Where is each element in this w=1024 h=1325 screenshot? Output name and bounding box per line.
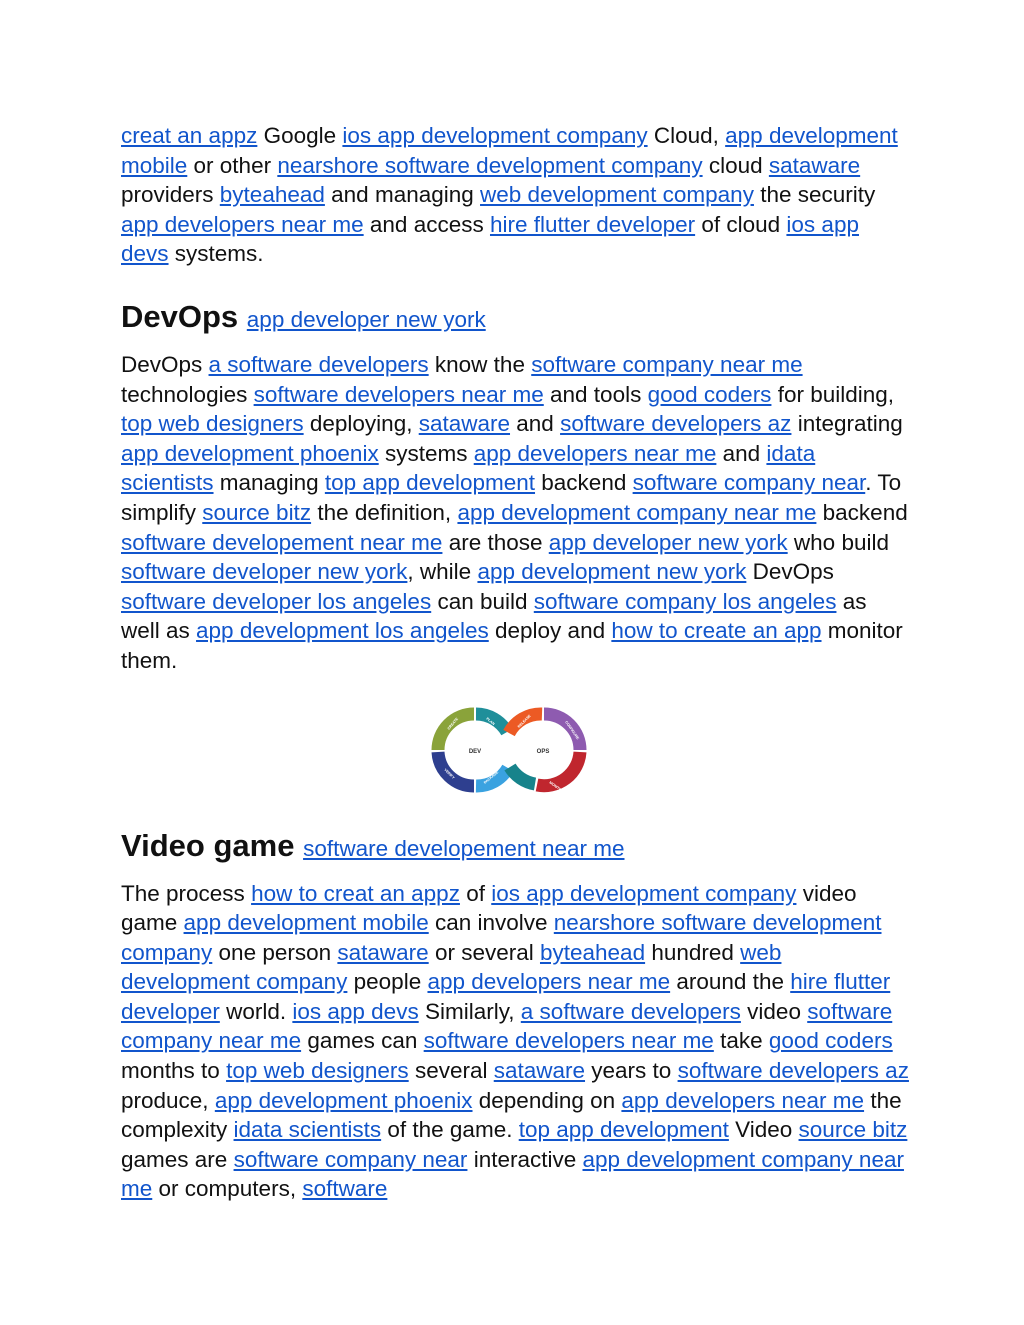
body-text: the definition, — [311, 499, 458, 525]
inline-link[interactable]: app development new york — [477, 559, 747, 585]
verify-segment-label: VERIFY — [443, 767, 456, 780]
inline-link[interactable]: how to create an app — [611, 618, 822, 644]
body-text: can involve — [428, 910, 554, 936]
create-segment-label: CREATE — [446, 716, 460, 731]
ops-return-segment — [510, 767, 535, 784]
body-text: of — [459, 880, 492, 906]
body-text: world. — [219, 998, 293, 1024]
inline-link[interactable]: idata scientists — [121, 440, 816, 496]
body-text: interactive — [467, 1146, 583, 1172]
devops-paragraph — [121, 350, 911, 676]
body-text: the complexity — [121, 1087, 902, 1143]
body-text: or computers, — [152, 1176, 303, 1202]
inline-link[interactable]: a software developers — [208, 351, 429, 377]
body-text: video — [740, 998, 808, 1024]
inline-link[interactable]: ios app development company — [491, 880, 797, 906]
inline-link[interactable]: top app development — [518, 1117, 729, 1143]
inline-link[interactable]: top app development — [324, 470, 536, 496]
inline-link[interactable]: source bitz — [798, 1117, 908, 1143]
inline-link[interactable]: sataware — [493, 1058, 586, 1084]
devops-heading — [121, 299, 911, 338]
inline-link[interactable]: software developement near me — [121, 529, 443, 555]
inline-link[interactable]: app development mobile — [183, 910, 429, 936]
inline-link[interactable]: good coders — [647, 381, 772, 407]
dev-center-label: DEV — [468, 748, 482, 755]
body-text: cloud — [702, 152, 769, 178]
inline-link[interactable]: ios app devs — [292, 998, 419, 1024]
configure-segment-label: CONFIGURE — [564, 719, 580, 740]
inline-link[interactable]: web development company — [121, 939, 782, 995]
body-text: providers — [121, 182, 220, 208]
body-text: and — [510, 411, 561, 437]
dev-verify-segment — [438, 752, 474, 786]
inline-link[interactable]: idata scientists — [233, 1117, 382, 1143]
body-text: Video — [728, 1117, 799, 1143]
body-text: deploy and — [488, 618, 612, 644]
body-text: people — [347, 969, 428, 995]
inline-link[interactable]: software company near — [632, 470, 866, 496]
inline-link[interactable]: ios app development company — [342, 123, 648, 148]
ops-center-label: OPS — [536, 748, 550, 755]
inline-link[interactable]: app developer new york — [548, 529, 788, 555]
body-text: of cloud — [695, 211, 787, 237]
inline-link[interactable]: sataware — [768, 152, 861, 178]
video-game-heading-link[interactable]: software developement near me — [303, 835, 625, 861]
inline-link[interactable]: software — [302, 1176, 388, 1202]
intro-paragraph — [121, 121, 911, 269]
body-text: or other — [187, 152, 278, 178]
devops-infinity-diagram — [121, 704, 911, 804]
inline-link[interactable]: software developers az — [560, 411, 792, 437]
inline-link[interactable]: ios app devs — [121, 211, 859, 267]
body-text: for building, — [771, 381, 895, 407]
body-text: one person — [212, 939, 338, 965]
body-text: produce, — [121, 1087, 215, 1113]
inline-link[interactable]: software developers near me — [253, 381, 544, 407]
inline-link[interactable]: how to creat an appz — [251, 880, 460, 906]
body-text: technologies — [121, 381, 254, 407]
inline-link[interactable]: software developers near me — [423, 1028, 714, 1054]
body-text: DevOps — [746, 559, 834, 585]
inline-link[interactable]: software company near — [233, 1146, 468, 1172]
devops-heading-link[interactable]: app developer new york — [246, 306, 486, 332]
inline-link[interactable]: sataware — [418, 411, 511, 437]
body-text: depending on — [472, 1087, 622, 1113]
release-segment-label: RELEASE — [516, 713, 532, 729]
body-text: . To simplify — [121, 470, 902, 525]
body-text: and tools — [543, 381, 648, 407]
body-text: games can — [301, 1028, 424, 1054]
inline-link[interactable]: a software developers — [520, 998, 741, 1024]
inline-link[interactable]: app development phoenix — [121, 440, 379, 466]
devops-loop-graphic — [427, 704, 591, 798]
video-game-heading — [121, 828, 911, 867]
body-text: systems. — [168, 241, 264, 267]
inline-link[interactable]: software company near me — [531, 351, 803, 377]
body-text: of the game. — [381, 1117, 519, 1143]
body-text: several — [408, 1058, 494, 1084]
inline-link[interactable]: source bitz — [202, 499, 312, 525]
ops-monitor-segment — [537, 752, 580, 786]
body-text: around the — [670, 969, 791, 995]
body-text: know the — [428, 351, 532, 377]
body-text: are those — [442, 529, 549, 555]
inline-link[interactable]: software developer new york — [121, 559, 408, 585]
inline-link[interactable]: app development los angeles — [196, 618, 489, 644]
inline-link[interactable]: byteahead — [219, 182, 325, 208]
body-text: and access — [363, 211, 490, 237]
body-text: take — [713, 1028, 769, 1054]
inline-link[interactable]: app developers near me — [427, 969, 671, 995]
inline-link[interactable]: good coders — [768, 1028, 893, 1054]
body-text: systems — [378, 440, 474, 466]
inline-link[interactable]: software company near me — [121, 998, 893, 1054]
plan-segment-label: PLAN — [485, 716, 496, 726]
body-text: video game — [121, 880, 857, 936]
body-text: games are — [121, 1146, 234, 1172]
inline-link[interactable]: sataware — [337, 939, 429, 965]
body-text: as well as — [121, 588, 867, 644]
body-text: the security — [753, 182, 876, 208]
inline-link[interactable]: app development company near me — [457, 499, 817, 525]
inline-link[interactable]: software developer los angeles — [121, 588, 432, 614]
body-text: managing — [213, 470, 325, 496]
inline-link[interactable]: nearshore software development company — [121, 910, 882, 965]
body-text: backend — [816, 499, 908, 525]
devops-heading-text: DevOps — [121, 298, 239, 334]
inline-link[interactable]: top web designers — [121, 411, 304, 437]
inline-link[interactable]: nearshore software development company — [277, 152, 703, 178]
body-text: backend — [535, 470, 633, 496]
inline-link[interactable]: app developers near me — [473, 440, 717, 466]
inline-link[interactable]: top web designers — [226, 1058, 409, 1084]
body-text: integrating — [791, 411, 903, 437]
inline-link[interactable]: app developers near me — [121, 211, 364, 237]
package-segment-label: PACKAGE — [483, 769, 500, 785]
body-text: Similarly, — [418, 998, 521, 1024]
inline-link[interactable]: app development company near me — [121, 1146, 904, 1202]
body-text: can build — [431, 588, 534, 614]
body-text: and managing — [324, 182, 481, 208]
inline-link[interactable]: byteahead — [539, 939, 646, 965]
inline-link[interactable]: app development mobile — [121, 123, 898, 178]
body-text: The process — [121, 880, 252, 906]
body-text: months to — [121, 1058, 227, 1084]
body-text: DevOps — [121, 351, 209, 377]
body-text: or several — [428, 939, 540, 965]
body-text: deploying, — [303, 411, 419, 437]
inline-link[interactable]: web development company — [480, 182, 754, 208]
body-text: monitor them. — [121, 618, 903, 673]
inline-link[interactable]: hire flutter developer — [489, 211, 696, 237]
inline-link[interactable]: software developers az — [677, 1058, 909, 1084]
monitor-segment-label: MONITOR — [548, 780, 565, 794]
video-game-heading-text: Video game — [121, 827, 295, 863]
inline-link[interactable]: app development phoenix — [214, 1087, 473, 1113]
body-text: who build — [787, 529, 889, 555]
inline-link[interactable]: software company los angeles — [533, 588, 837, 614]
inline-link[interactable]: hire flutter developer — [121, 969, 891, 1024]
body-text: Cloud, — [647, 123, 726, 148]
document-page — [121, 121, 911, 1204]
body-text: Google — [257, 123, 343, 148]
body-text: years to — [585, 1058, 678, 1084]
body-text: hundred — [645, 939, 741, 965]
body-text: and — [716, 440, 767, 466]
video-game-paragraph — [121, 879, 911, 1205]
inline-link[interactable]: app developers near me — [621, 1087, 865, 1113]
inline-link[interactable]: creat an appz — [121, 123, 258, 148]
body-text: , while — [407, 559, 478, 585]
